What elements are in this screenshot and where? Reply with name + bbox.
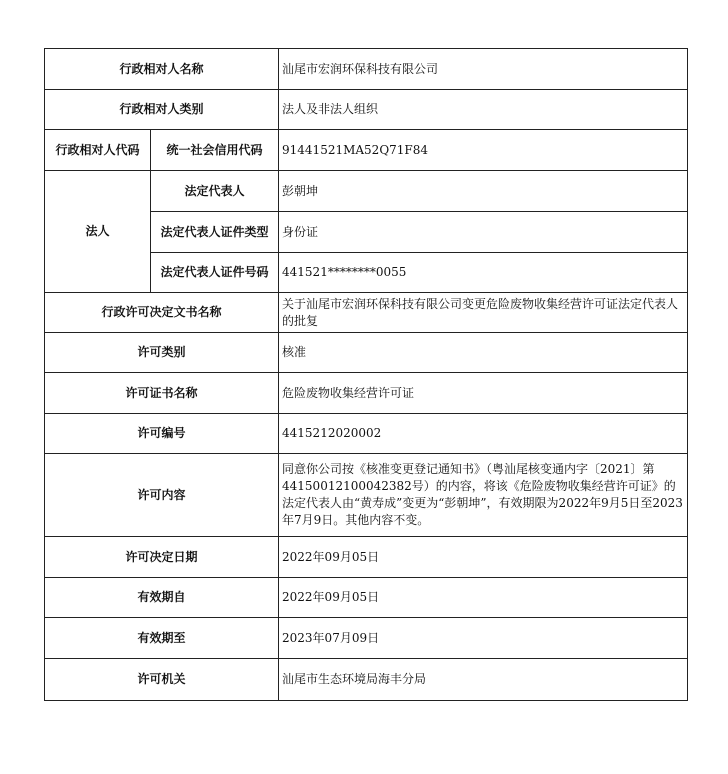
value-permit-number: 4415212020002 [279,414,688,454]
label-credit-code: 统一社会信用代码 [151,130,279,171]
value-valid-from: 2022年09月05日 [279,578,688,618]
row-permit-category [45,333,688,373]
label-legal-person: 法人 [45,171,151,293]
label-certificate-name: 许可证书名称 [45,373,279,414]
value-id-type: 身份证 [279,212,688,253]
label-permit-number: 许可编号 [45,414,279,454]
label-permit-category: 许可类别 [45,333,279,373]
row-valid-from [45,578,688,618]
label-entity-type: 行政相对人类别 [45,90,279,130]
value-authority: 汕尾市生态环境局海丰分局 [279,659,688,701]
value-certificate-name: 危险废物收集经营许可证 [279,373,688,414]
value-id-number: 441521********0055 [279,253,688,293]
row-decision-date [45,537,688,578]
row-valid-to [45,618,688,659]
value-entity-type: 法人及非法人组织 [279,90,688,130]
value-permit-content: 同意你公司按《核准变更登记通知书》（粤汕尾核变通内字〔2021〕第44150012100042382号）的内容，将该《危险废物收集经营许可证》的法定代表人由“黄寿成”变更为“彭朝坤”，有效期限为2022年9月5日至2023年7月9日。其他内容不变。 [279,454,688,537]
row-entity-type [45,90,688,130]
value-decision-date: 2022年09月05日 [279,537,688,578]
label-valid-to: 有效期至 [45,618,279,659]
row-entity-code [45,130,688,171]
label-entity-name: 行政相对人名称 [45,49,279,90]
label-entity-code: 行政相对人代码 [45,130,151,171]
label-id-type: 法定代表人证件类型 [151,212,279,253]
value-legal-representative: 彭朝坤 [279,171,688,212]
label-id-number: 法定代表人证件号码 [151,253,279,293]
value-credit-code: 91441521MA52Q71F84 [279,130,688,171]
label-legal-representative: 法定代表人 [151,171,279,212]
label-decision-date: 许可决定日期 [45,537,279,578]
value-entity-name: 汕尾市宏润环保科技有限公司 [279,49,688,90]
label-valid-from: 有效期自 [45,578,279,618]
value-permit-category: 核准 [279,333,688,373]
row-decision-doc-name [45,293,688,333]
value-decision-doc-name: 关于汕尾市宏润环保科技有限公司变更危险废物收集经营许可证法定代表人的批复 [279,293,688,333]
label-authority: 许可机关 [45,659,279,701]
value-valid-to: 2023年07月09日 [279,618,688,659]
row-permit-number [45,414,688,454]
row-legal-representative [45,171,688,212]
row-certificate-name [45,373,688,414]
row-entity-name [45,49,688,90]
permit-info-table [44,48,688,701]
label-permit-content: 许可内容 [45,454,279,537]
row-authority [45,659,688,701]
row-permit-content [45,454,688,537]
label-decision-doc-name: 行政许可决定文书名称 [45,293,279,333]
